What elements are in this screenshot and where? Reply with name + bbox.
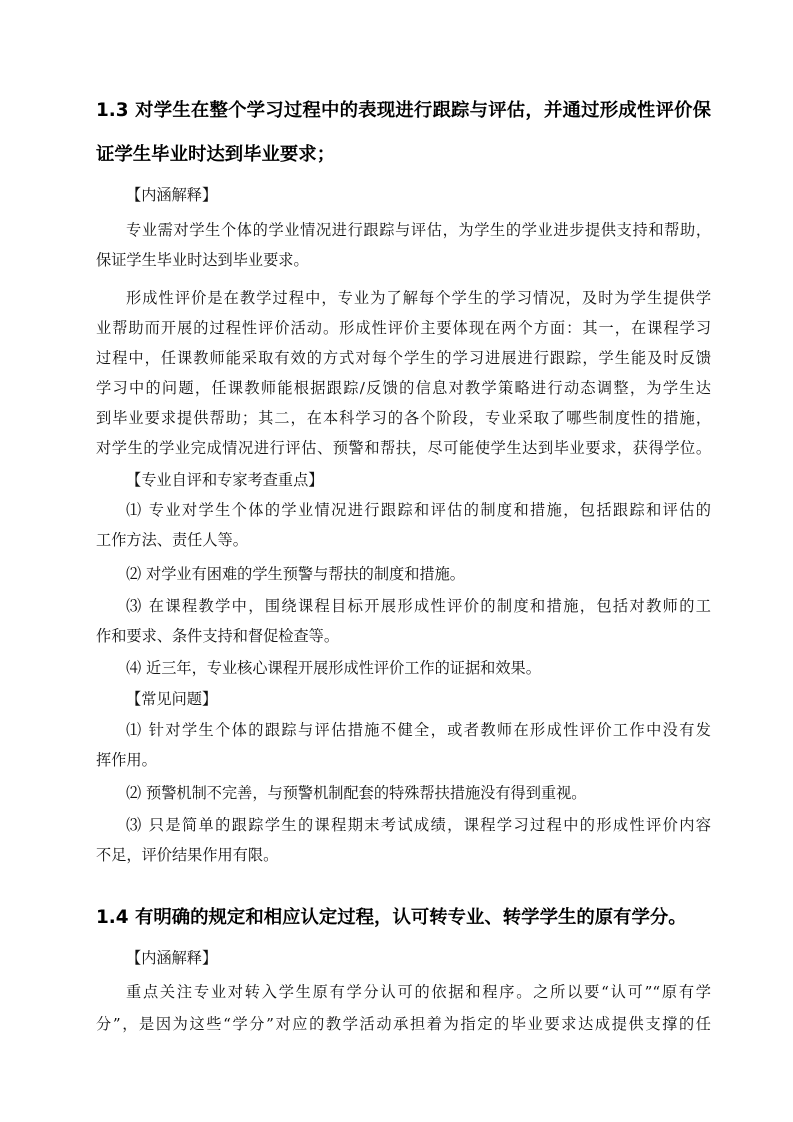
section-1-4-heading: 1.4 有明确的规定和相应认定过程，认可转专业、转学学生的原有学分。: [96, 907, 687, 928]
problem-3-line-2: 不足，评价结果作用有限。: [96, 846, 279, 864]
review-item-3-line-1: ⑶ 在课程教学中，围绕课程目标开展形成性评价的制度和措施，包括对教师的工: [126, 597, 711, 615]
review-item-1-line-2: 工作方法、责任人等。: [96, 531, 248, 549]
para2-line-1: 形成性评价是在教学过程中，专业为了解每个学生的学习情况，及时为学生提供学: [126, 289, 711, 307]
review-label: 【专业自评和专家考查重点】: [126, 471, 324, 489]
section-1-3-heading-line-1: 1.3 对学生在整个学习过程中的表现进行跟踪与评估，并通过形成性评价保: [96, 100, 711, 121]
connotation-label-1-4: 【内涵解释】: [126, 949, 218, 967]
connotation-label: 【内涵解释】: [126, 186, 218, 204]
review-item-1-line-1: ⑴ 专业对学生个体的学业情况进行跟踪和评估的制度和措施，包括跟踪和评估的: [126, 501, 711, 519]
para2-line-4: 学习中的问题，任课教师能根据跟踪/反馈的信息对教学策略进行动态调整，为学生达: [96, 379, 711, 397]
problem-1-line-2: 挥作用。: [96, 751, 157, 769]
para1-line-1: 专业需对学生个体的学业情况进行跟踪与评估，为学生的学业进步提供支持和帮助，: [126, 221, 711, 239]
para2-line-6: 对学生的学业完成情况进行评估、预警和帮扶，尽可能使学生达到毕业要求，获得学位。: [96, 439, 711, 457]
para2-line-2: 业帮助而开展的过程性评价活动。形成性评价主要体现在两个方面：其一，在课程学习: [96, 319, 711, 337]
problems-label: 【常见问题】: [126, 690, 218, 708]
review-item-2: ⑵ 对学业有困难的学生预警与帮扶的制度和措施。: [126, 565, 465, 583]
section-1-4-para-line-1: 重点关注专业对转入学生原有学分认可的依据和程序。之所以要“认可”“原有学: [126, 983, 711, 1001]
problem-1-line-1: ⑴ 针对学生个体的跟踪与评估措施不健全，或者教师在形成性评价工作中没有发: [126, 721, 711, 739]
review-item-3-line-2: 作和要求、条件支持和督促检查等。: [96, 627, 339, 645]
problem-2: ⑵ 预警机制不完善，与预警机制配套的特殊帮扶措施没有得到重视。: [126, 784, 587, 802]
para1-line-2: 保证学生毕业时达到毕业要求。: [96, 251, 309, 269]
para2-line-5: 到毕业要求提供帮助；其二，在本科学习的各个阶段，专业采取了哪些制度性的措施，: [96, 409, 711, 427]
problem-3-line-1: ⑶ 只是简单的跟踪学生的课程期末考试成绩，课程学习过程中的形成性评价内容: [126, 816, 711, 834]
section-1-3-heading-line-2: 证学生毕业时达到毕业要求；: [96, 144, 336, 165]
section-1-4-para-line-2: 分”，是因为这些“学分”对应的教学活动承担着为指定的毕业要求达成提供支撑的任: [96, 1015, 711, 1033]
review-item-4: ⑷ 近三年，专业核心课程开展形成性评价工作的证据和效果。: [126, 659, 541, 677]
para2-line-3: 过程中，任课教师能采取有效的方式对每个学生的学习进展进行跟踪，学生能及时反馈: [96, 349, 711, 367]
